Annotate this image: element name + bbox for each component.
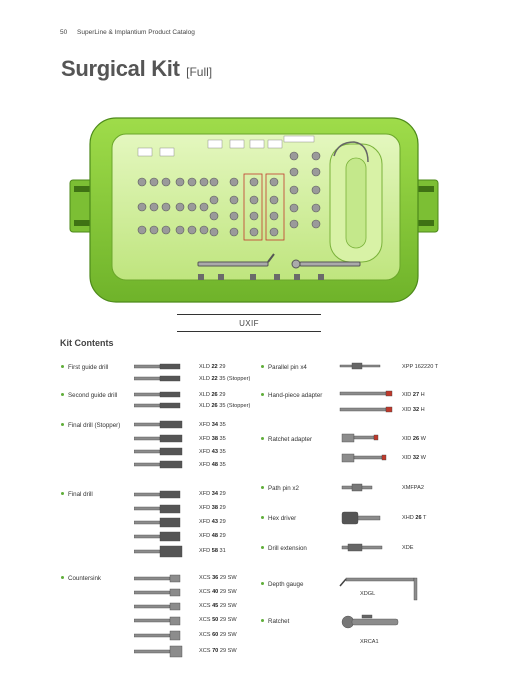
- code-line: XFD 43 35: [199, 449, 226, 455]
- surgical-kit-tray-image: [68, 112, 440, 308]
- bullet-dot: [61, 365, 64, 368]
- left-tool-images: [134, 362, 186, 662]
- item-label: Hex driver: [268, 515, 297, 522]
- code-line: XCS 50 29 SW: [199, 617, 237, 623]
- code-line: XLD 22 35 (Stopper): [199, 376, 251, 382]
- code-line: XCS 45 29 SW: [199, 603, 237, 609]
- bullet-dot: [261, 546, 264, 549]
- code-line: XID 32 H: [402, 407, 425, 413]
- code-line: XHD 26 T: [402, 515, 427, 521]
- bullet-dot: [261, 516, 264, 519]
- item-ratchet: [261, 618, 289, 625]
- code-line: XDGL: [360, 591, 376, 597]
- item-final-drill: [61, 491, 93, 498]
- item-hand-piece-adapter: [261, 392, 322, 399]
- bullet-dot: [261, 486, 264, 489]
- code-line: XCS 60 29 SW: [199, 632, 237, 638]
- item-label: First guide drill: [68, 364, 109, 371]
- item-countersink: [61, 575, 101, 582]
- code-line: XLD 26 29: [199, 392, 226, 398]
- code-line: XFD 48 29: [199, 533, 226, 539]
- kit-caption: UXIF: [239, 319, 259, 328]
- bullet-dot: [261, 393, 264, 396]
- item-label: Ratchet adapter: [268, 436, 313, 443]
- code-line: XFD 48 35: [199, 462, 226, 468]
- item-ratchet-adapter: [261, 436, 312, 443]
- item-label: Final drill: [68, 491, 93, 498]
- code-line: XRCA1: [360, 639, 379, 645]
- page-title: [61, 56, 212, 82]
- caption-rule-bottom: [177, 331, 321, 332]
- code-line: XFD 38 35: [199, 436, 226, 442]
- item-hex-driver: [261, 515, 296, 522]
- code-line: XFD 38 29: [199, 505, 226, 511]
- item-second-guide-drill: [61, 392, 117, 399]
- code-line: XFD 58 31: [199, 548, 226, 554]
- item-label: Drill extension: [268, 545, 307, 552]
- bullet-dot: [61, 492, 64, 495]
- code-line: XCS 36 29 SW: [199, 575, 237, 581]
- item-label: Ratchet: [268, 618, 290, 625]
- code-line: XLD 26 35 (Stopper): [199, 403, 251, 409]
- code-line: XCS 70 29 SW: [199, 648, 237, 654]
- page-number: 50: [60, 29, 68, 36]
- catalog-name: SuperLine & Implantium Product Catalog: [77, 29, 195, 36]
- code-line: XDE: [402, 545, 414, 551]
- caption-rule-top: [177, 314, 321, 315]
- kit-contents-heading: Kit Contents: [60, 338, 114, 348]
- item-label: Depth gauge: [268, 581, 304, 588]
- bullet-dot: [61, 576, 64, 579]
- page-header: [60, 29, 195, 36]
- code-line: XFD 34 29: [199, 491, 226, 497]
- code-line: XID 27 H: [402, 392, 425, 398]
- code-line: XPP 162220 T: [402, 364, 439, 370]
- item-label: Countersink: [68, 575, 102, 582]
- code-line: XFD 34 35: [199, 422, 226, 428]
- item-parallel-pin: [261, 364, 307, 371]
- item-label: Parallel pin x4: [268, 364, 307, 371]
- title-main: Surgical Kit: [61, 56, 180, 81]
- code-line: XLD 22 29: [199, 364, 226, 370]
- bullet-dot: [261, 582, 264, 585]
- item-depth-gauge: [261, 581, 303, 588]
- item-drill-extension: [261, 545, 307, 552]
- code-line: XCS 40 29 SW: [199, 589, 237, 595]
- item-label: Final drill (Stopper): [68, 422, 121, 429]
- item-path-pin: [261, 485, 299, 492]
- bullet-dot: [261, 437, 264, 440]
- item-first-guide-drill: [61, 364, 108, 371]
- item-label: Second guide drill: [68, 392, 118, 399]
- code-line: XID 26 W: [402, 436, 426, 442]
- kit-tray-svg: [68, 112, 440, 308]
- bullet-dot: [61, 393, 64, 396]
- bullet-dot: [261, 365, 264, 368]
- item-final-drill-stopper: [61, 422, 120, 429]
- item-label: Hand-piece adapter: [268, 392, 323, 399]
- code-line: XMFPA2: [402, 485, 424, 491]
- right-tool-images: [338, 360, 422, 636]
- title-sub: [Full]: [186, 65, 213, 79]
- code-line: XFD 43 29: [199, 519, 226, 525]
- item-label: Path pin x2: [268, 485, 299, 492]
- code-line: XID 32 W: [402, 455, 426, 461]
- bullet-dot: [261, 619, 264, 622]
- bullet-dot: [61, 423, 64, 426]
